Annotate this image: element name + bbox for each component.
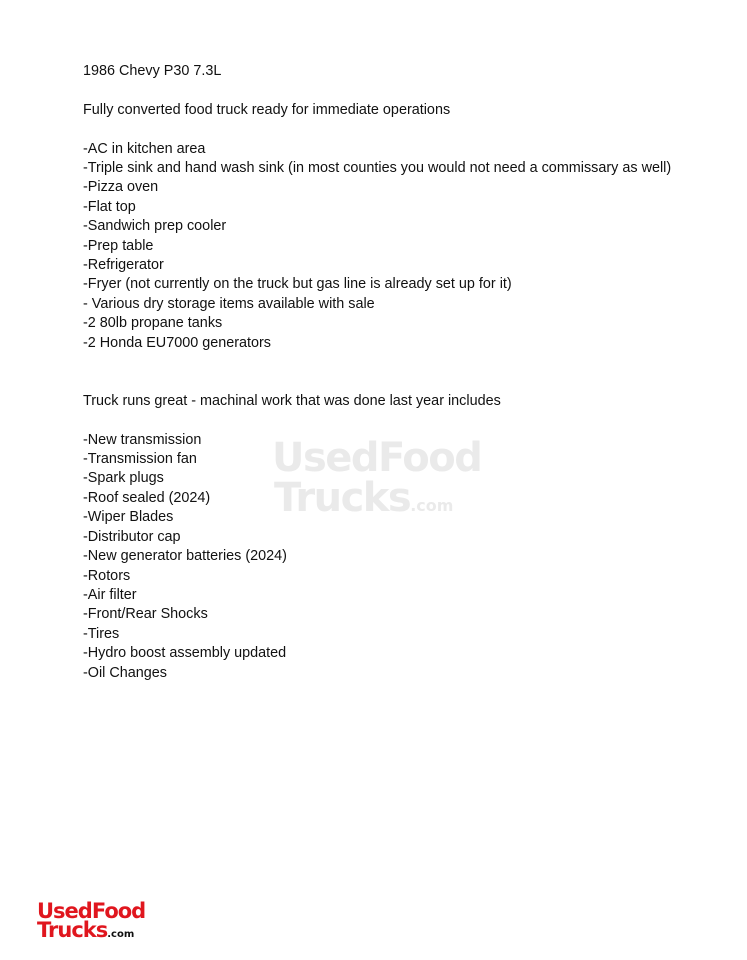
features-list	[83, 140, 723, 353]
mechanical-intro: Truck runs great - machinal work that was done last year includes	[83, 392, 501, 409]
mechanical-item: -Air filter	[83, 586, 137, 603]
feature-item: -Triple sink and hand wash sink (in most counties you would not need a commissary as well)	[83, 160, 672, 176]
feature-item: - Various dry storage items available with sale	[83, 295, 375, 312]
mechanical-item: -Hydro boost assembly updated	[83, 645, 287, 662]
feature-item: -Sandwich prep cooler	[83, 218, 227, 235]
mechanical-item: -Tires	[83, 625, 120, 642]
mechanical-item: -Wiper Blades	[83, 509, 174, 526]
feature-item: -Prep table	[83, 237, 154, 254]
watermark-line1: UsedFood	[272, 435, 482, 481]
mechanical-item: -Spark plugs	[83, 470, 164, 487]
feature-item: -Refrigerator	[83, 257, 164, 274]
feature-item: -AC in kitchen area	[83, 140, 206, 157]
watermark-line2-text: Trucks	[274, 475, 411, 521]
mechanical-item: -Oil Changes	[83, 664, 167, 681]
document-body	[83, 62, 723, 683]
logo-suffix: .com	[107, 929, 135, 940]
spacer	[83, 81, 723, 100]
mechanical-item: -Roof sealed (2024)	[83, 489, 211, 506]
mechanical-list	[83, 431, 723, 683]
spacer	[83, 120, 723, 139]
feature-item: -2 Honda EU7000 generators	[83, 334, 271, 351]
usedfoodtrucks-logo	[37, 900, 147, 944]
mechanical-item: -Distributor cap	[83, 528, 181, 545]
feature-item: -Flat top	[83, 198, 136, 215]
feature-item: -Fryer (not currently on the truck but gas line is already set up for it)	[83, 276, 512, 293]
logo-line1: UsedFood	[37, 899, 146, 923]
mechanical-item: -New generator batteries (2024)	[83, 548, 287, 565]
logo-line2-text: Trucks	[37, 918, 108, 942]
mechanical-item: -Front/Rear Shocks	[83, 606, 208, 623]
spacer	[83, 411, 723, 430]
mechanical-item: -Transmission fan	[83, 451, 197, 468]
document-subtitle: Fully converted food truck ready for immediate operations	[83, 101, 451, 118]
logo-line2	[37, 919, 134, 946]
feature-item: -Pizza oven	[83, 179, 159, 196]
mechanical-item: -New transmission	[83, 431, 202, 448]
spacer	[83, 353, 723, 392]
document-title: 1986 Chevy P30 7.3L	[83, 63, 222, 79]
feature-item: -2 80lb propane tanks	[83, 315, 223, 332]
watermark-suffix: .com	[410, 496, 454, 515]
mechanical-item: -Rotors	[83, 567, 131, 584]
